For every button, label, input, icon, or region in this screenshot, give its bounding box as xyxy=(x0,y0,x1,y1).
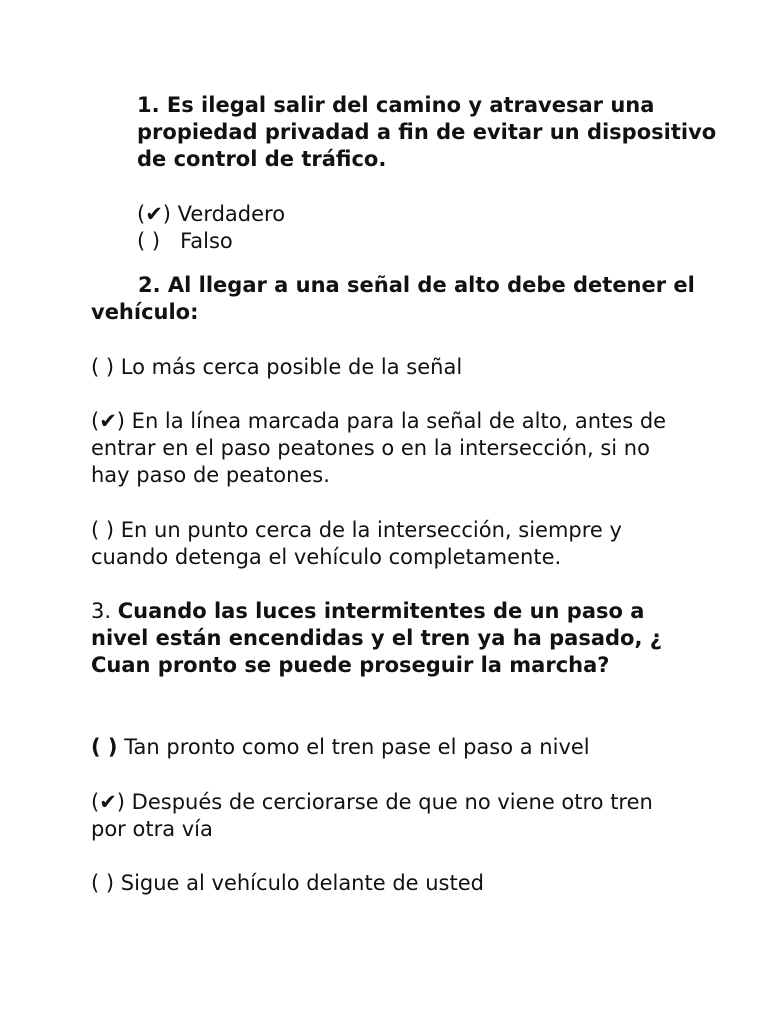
checkmark: (✔) xyxy=(91,409,125,433)
question-1-options xyxy=(137,201,737,255)
q3-option-b xyxy=(91,789,691,843)
checkmark: (✔) xyxy=(137,202,171,226)
empty-mark: ( ) xyxy=(91,735,118,759)
empty-mark: ( ) xyxy=(91,355,115,379)
checkmark: (✔) xyxy=(91,790,125,814)
question-2-text: 2. Al llegar a una señal de alto debe detener el vehículo: xyxy=(91,273,695,324)
option-text: Después de cerciorarse de que no viene otro tren por otra vía xyxy=(91,790,653,841)
question-3-number: 3. xyxy=(91,599,112,623)
question-2 xyxy=(91,272,731,326)
q1-option-true xyxy=(137,201,737,228)
q2-option-a xyxy=(91,354,691,381)
option-text: Sigue al vehículo delante de usted xyxy=(120,871,484,895)
option-text: Lo más cerca posible de la señal xyxy=(120,355,463,379)
option-text: En la línea marcada para la señal de alto, antes de entrar en el paso peatones o en la intersección, si no hay paso de peatones. xyxy=(91,409,667,487)
empty-mark: ( ) xyxy=(91,871,115,895)
option-text: Tan pronto como el tren pase el paso a nivel xyxy=(124,735,590,759)
q3-option-c xyxy=(91,870,691,897)
empty-mark: ( ) xyxy=(137,229,161,253)
q2-option-b xyxy=(91,408,691,489)
empty-mark: ( ) xyxy=(91,518,115,542)
option-text: Verdadero xyxy=(177,202,286,226)
option-text: En un punto cerca de la intersección, siempre y cuando detenga el vehículo completamente. xyxy=(91,518,622,569)
option-text: Falso xyxy=(180,229,233,253)
q2-option-c xyxy=(91,517,691,571)
q1-option-false xyxy=(137,228,737,255)
question-3-text: Cuando las luces intermitentes de un paso a nivel están encendidas y el tren ya ha pasado, ¿ Cuan pronto se puede proseguir la marcha? xyxy=(91,599,662,677)
question-1: 1. Es ilegal salir del camino y atravesar una propiedad privadad a fin de evitar un dispositivo de control de tráfico. xyxy=(137,93,717,171)
question-3 xyxy=(91,598,691,679)
q3-option-a xyxy=(91,734,691,761)
